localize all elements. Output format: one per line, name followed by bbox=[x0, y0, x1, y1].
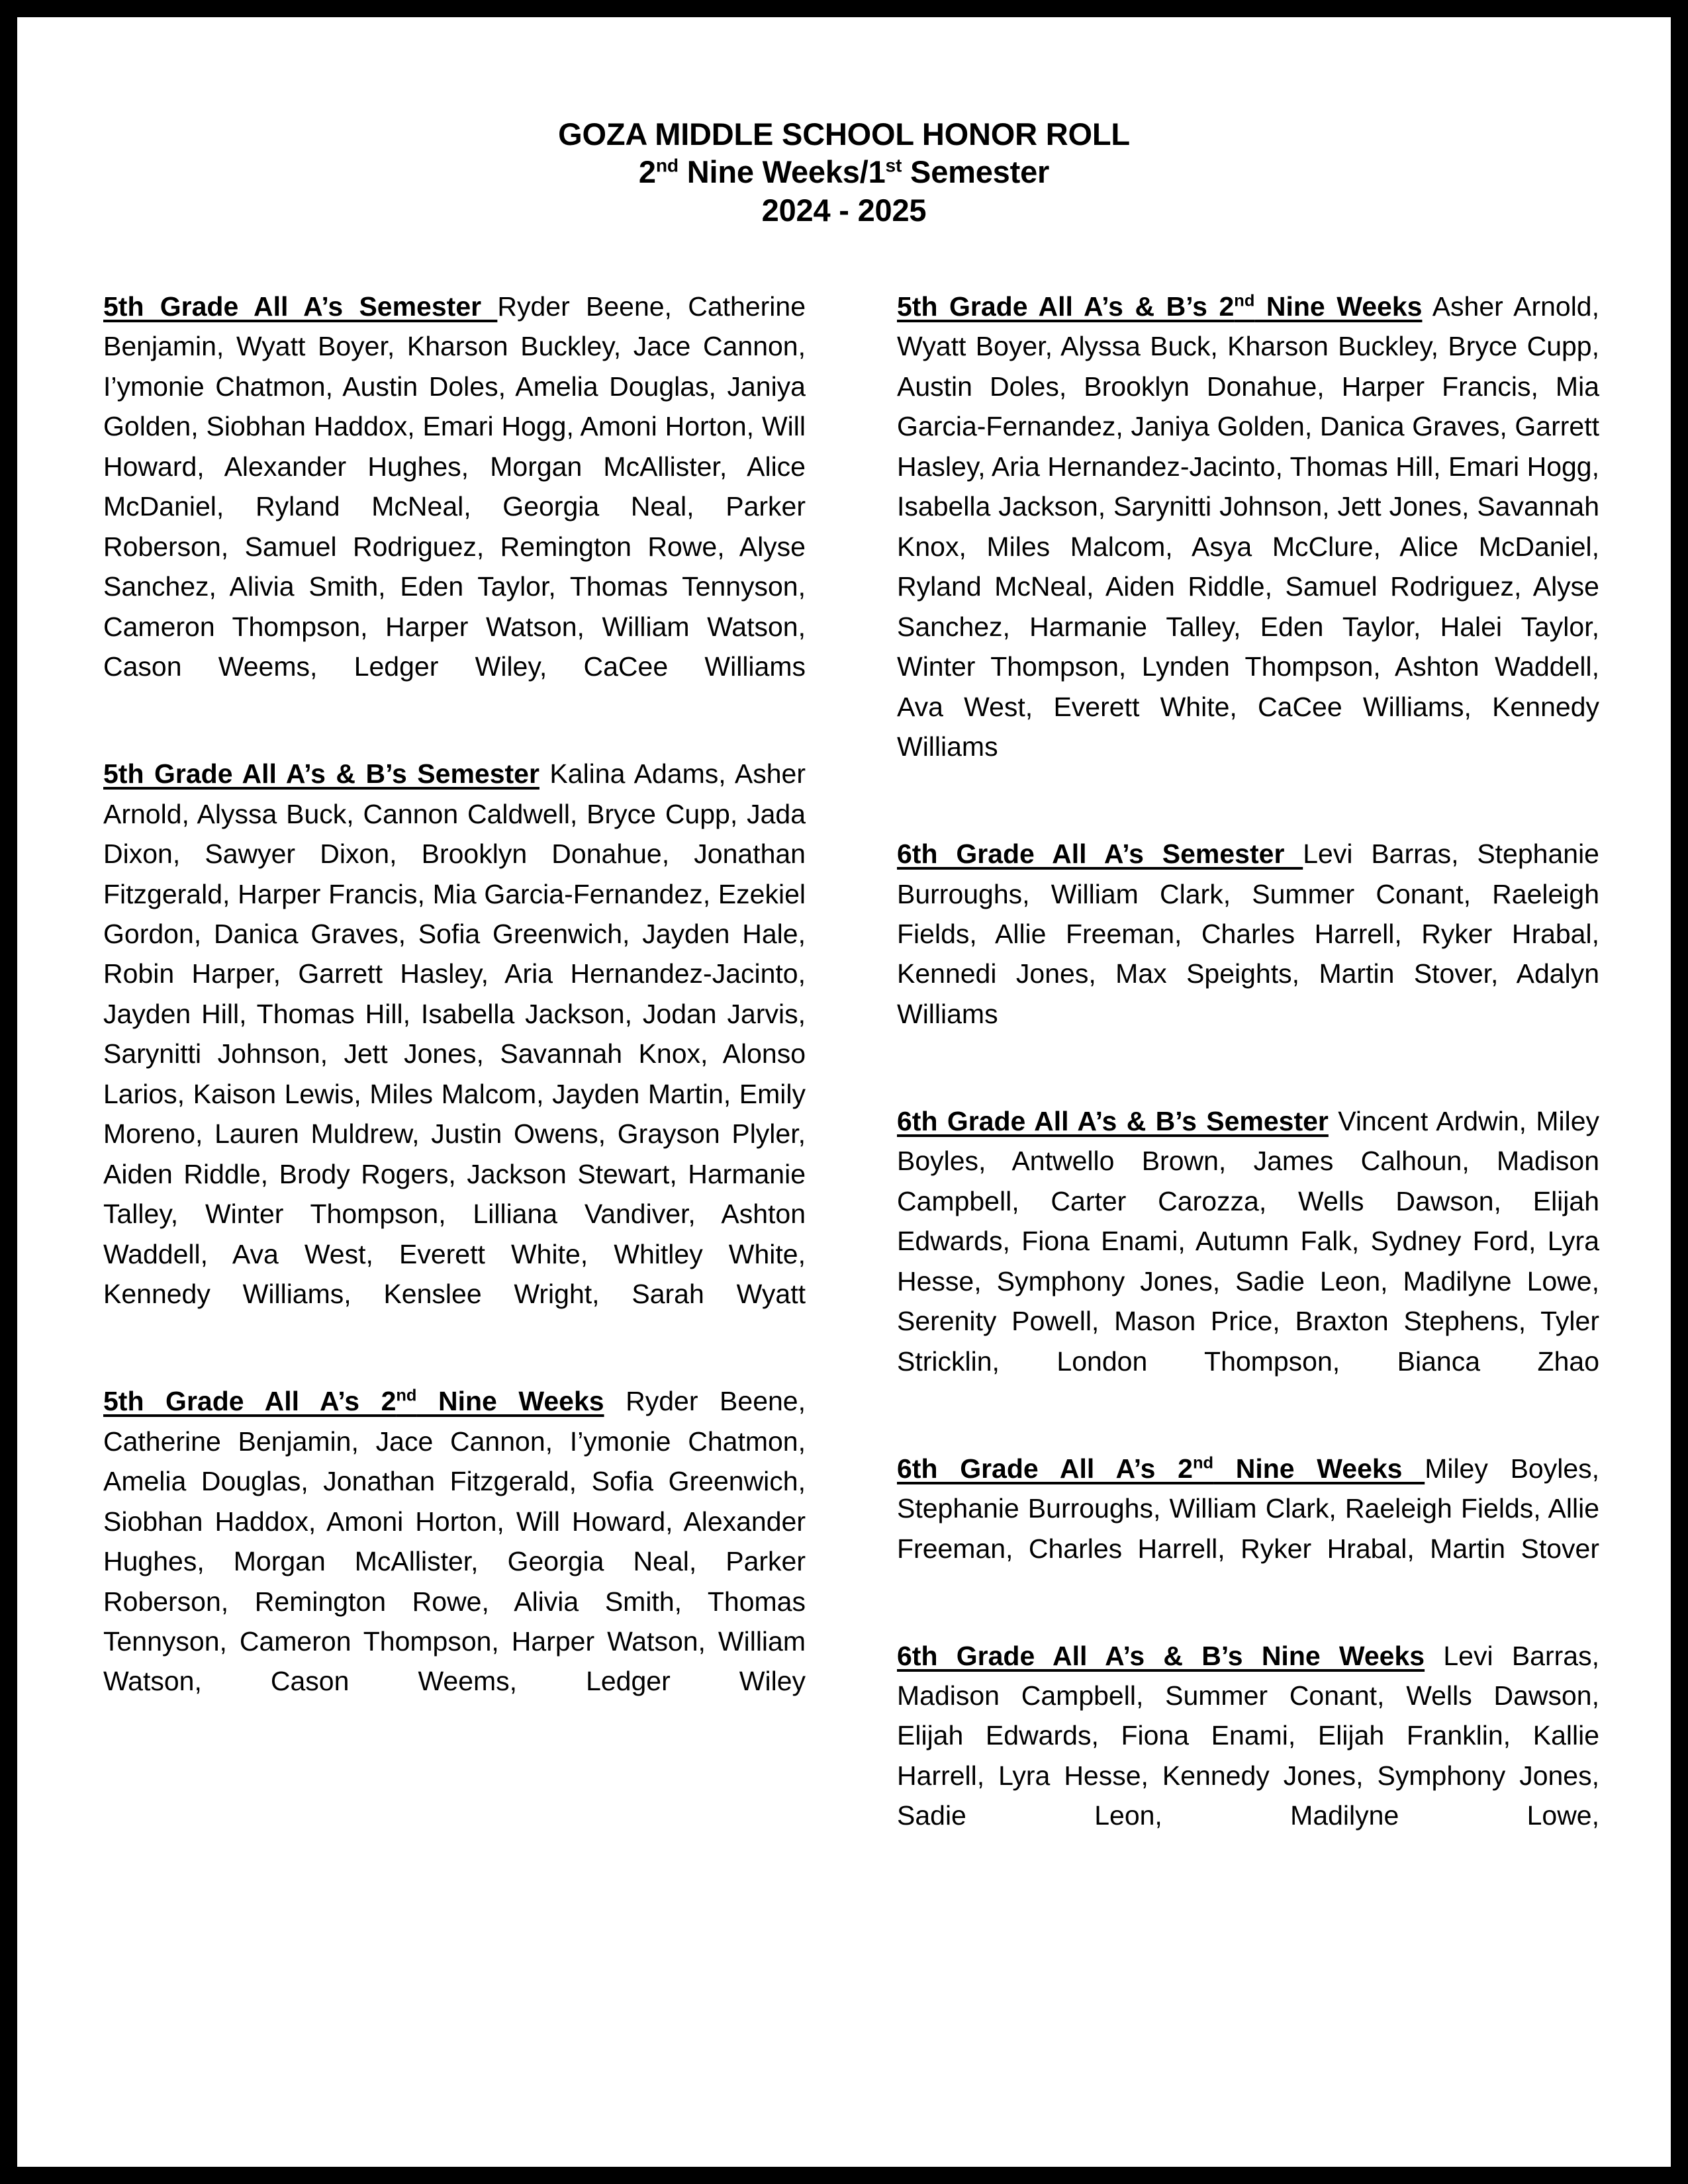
section-heading-tail: Nine Weeks bbox=[1213, 1453, 1425, 1484]
section-heading: 5th Grade All A’s Semester bbox=[103, 291, 498, 322]
section-6th-all-as-bs-semester bbox=[897, 1101, 1599, 1422]
section-heading: 6th Grade All A’s & B’s Nine Weeks bbox=[897, 1640, 1425, 1671]
section-paragraph bbox=[897, 1449, 1599, 1609]
section-heading-tail: Nine Weeks bbox=[1254, 291, 1423, 322]
section-heading: 6th Grade All A’s Semester bbox=[897, 839, 1303, 870]
section-5th-all-as-2nd-nine-weeks bbox=[103, 1381, 806, 1741]
section-names: Levi Barras, Stephanie Burroughs, William Clark, Summer Conant, Raeleigh Fields, Allie Freeman, Charles Harrell, Ryker Hrabal, Kennedi Jones, Max Speights, Martin Stover, Adalyn Williams bbox=[897, 839, 1599, 1029]
section-heading bbox=[103, 1386, 604, 1416]
section-5th-all-as-bs-semester bbox=[103, 754, 806, 1354]
section-heading bbox=[897, 291, 1422, 322]
title-ordinal-st: st bbox=[885, 154, 902, 176]
section-heading-ordinal: nd bbox=[396, 1386, 417, 1405]
section-paragraph bbox=[103, 1381, 806, 1741]
section-names: Ryder Beene, Catherine Benjamin, Jace Cannon, I’ymonie Chatmon, Amelia Douglas, Jonathan Fitzgerald, Sofia Greenwich, Siobhan Haddox, Amoni Horton, Will Howard, Alexander Hughes, Morgan McAllister, Georgia Neal, Parker Roberson, Remington Rowe, Alivia Smith, Thomas Tennyson, Cameron Thompson, Harper Watson, William Watson, Cason Weems, Ledger Wiley bbox=[103, 1386, 806, 1697]
section-paragraph bbox=[103, 287, 806, 727]
section-heading bbox=[897, 1453, 1425, 1484]
column-right bbox=[897, 259, 1599, 1903]
section-paragraph bbox=[103, 754, 806, 1354]
section-heading: 5th Grade All A’s & B’s Semester bbox=[103, 758, 539, 790]
section-5th-all-as-bs-2nd-nine-weeks bbox=[897, 287, 1599, 807]
page-title-line-3: 2024 - 2025 bbox=[761, 192, 927, 228]
two-column-body bbox=[103, 259, 1600, 1903]
section-heading-text: 5th Grade All A’s & B’s 2 bbox=[897, 291, 1235, 322]
section-heading-tail: Nine Weeks bbox=[416, 1386, 604, 1417]
section-names: Asher Arnold, Wyatt Boyer, Alyssa Buck, Kharson Buckley, Bryce Cupp, Austin Doles, Brooklyn Donahue, Harper Francis, Mia Garcia-Fernandez, Janiya Golden, Danica Graves, Garrett Hasley, Aria Hernandez-Jacinto, Thomas Hill, Emari Hogg, Isabella Jackson, Sarynitti Johnson, Jett Jones, Savannah Knox, Miles Malcom, Asya McClure, Alice McDaniel, Ryland McNeal, Aiden Riddle, Samuel Rodriguez, Alyse Sanchez, Harmanie Talley, Eden Taylor, Halei Taylor, Winter Thompson, Lynden Thompson, Ashton Waddell, Ava West, Everett White, CaCee Williams, Kennedy Williams bbox=[897, 291, 1600, 762]
section-heading-ordinal: nd bbox=[1193, 1453, 1214, 1472]
column-left bbox=[103, 259, 806, 1768]
document-page bbox=[17, 17, 1671, 2167]
section-names: Kalina Adams, Asher Arnold, Alyssa Buck, Cannon Caldwell, Bryce Cupp, Jada Dixon, Sawyer Dixon, Brooklyn Donahue, Jonathan Fitzgerald, Harper Francis, Mia Garcia-Fernandez, Ezekiel Gordon, Danica Graves, Sofia Greenwich, Jayden Hale, Robin Harper, Garrett Hasley, Aria Hernandez-Jacinto, Jayden Hill, Thomas Hill, Isabella Jackson, Jodan Jarvis, Sarynitti Johnson, Jett Jones, Savannah Knox, Alonso Larios, Kaison Lewis, Miles Malcom, Jayden Martin, Emily Moreno, Lauren Muldrew, Justin Owens, Grayson Plyler, Aiden Riddle, Brody Rogers, Jackson Stewart, Harmanie Talley, Winter Thompson, Lilliana Vandiver, Ashton Waddell, Ava West, Everett White, Whitley White, Kennedy Williams, Kenslee Wright, Sarah Wyatt bbox=[103, 758, 806, 1310]
section-names: Vincent Ardwin, Miley Boyles, Antwello Brown, James Calhoun, Madison Campbell, Carter Carozza, Wells Dawson, Elijah Edwards, Fiona Enami, Autumn Falk, Sydney Ford, Lyra Hesse, Symphony Jones, Sadie Leon, Madilyne Lowe, Serenity Powell, Mason Price, Braxton Stephens, Tyler Stricklin, London Thompson, Bianca Zhao bbox=[897, 1105, 1600, 1377]
section-heading-ordinal: nd bbox=[1234, 291, 1255, 310]
section-names: Levi Barras, Madison Campbell, Summer Conant, Wells Dawson, Elijah Edwards, Fiona Enami, Elijah Franklin, Kallie Harrell, Lyra Hesse, Kennedy Jones, Symphony Jones, Sadie Leon, Madilyne Lowe, bbox=[897, 1640, 1599, 1831]
section-heading: 6th Grade All A’s & B’s Semester bbox=[897, 1105, 1329, 1136]
page-title-line-2 bbox=[103, 153, 1585, 191]
document-header bbox=[103, 115, 1585, 229]
section-6th-all-as-semester bbox=[897, 834, 1599, 1074]
title-trailing-text: Semester bbox=[902, 154, 1050, 190]
section-6th-all-as-2nd-nine-weeks bbox=[897, 1449, 1599, 1609]
section-6th-all-as-bs-nine-weeks bbox=[897, 1636, 1599, 1876]
section-names: Miley Boyles, Stephanie Burroughs, William Clark, Raeleigh Fields, Allie Freeman, Charles Harrell, Ryker Hrabal, Martin Stover bbox=[897, 1453, 1600, 1564]
section-paragraph bbox=[897, 287, 1599, 807]
section-heading-text: 6th Grade All A’s 2 bbox=[897, 1453, 1193, 1484]
section-5th-all-as-semester bbox=[103, 287, 806, 727]
title-ordinal-nd: nd bbox=[655, 154, 679, 176]
section-paragraph bbox=[897, 1101, 1599, 1422]
section-paragraph bbox=[897, 1636, 1599, 1876]
title-middle-text: Nine Weeks/1 bbox=[678, 154, 886, 190]
title-term-number: 2 bbox=[638, 154, 656, 190]
page-title-line-1: GOZA MIDDLE SCHOOL HONOR ROLL bbox=[558, 116, 1130, 152]
section-names: Ryder Beene, Catherine Benjamin, Wyatt Boyer, Kharson Buckley, Jace Cannon, I’ymonie Chatmon, Austin Doles, Amelia Douglas, Janiya Golden, Siobhan Haddox, Emari Hogg, Amoni Horton, Will Howard, Alexander Hughes, Morgan McAllister, Alice McDaniel, Ryland McNeal, Georgia Neal, Parker Roberson, Samuel Rodriguez, Remington Rowe, Alyse Sanchez, Alivia Smith, Eden Taylor, Thomas Tennyson, Cameron Thompson, Harper Watson, William Watson, Cason Weems, Ledger Wiley, CaCee Williams bbox=[103, 291, 806, 682]
section-heading-text: 5th Grade All A’s 2 bbox=[103, 1386, 397, 1417]
section-paragraph bbox=[897, 834, 1599, 1074]
